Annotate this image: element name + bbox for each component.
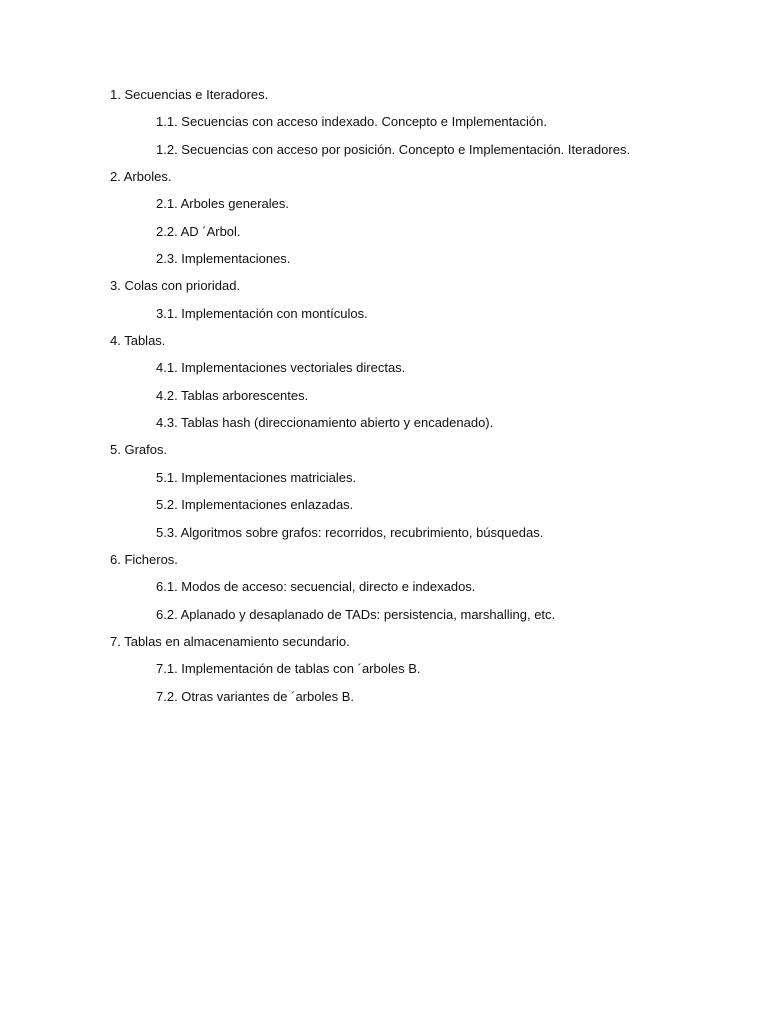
section-heading: 3. Colas con prioridad. — [110, 278, 241, 294]
subsection-item: 1.1. Secuencias con acceso indexado. Concepto e Implementación. — [156, 114, 547, 130]
section-heading: 2. Arboles. — [110, 169, 172, 185]
section-heading: 1. Secuencias e Iteradores. — [110, 87, 269, 102]
subsection-item: 6.2. Aplanado y desaplanado de TADs: persistencia, marshalling, etc. — [156, 606, 556, 622]
subsection-item: 1.2. Secuencias con acceso por posición. Concepto e Implementación. Iteradores. — [156, 141, 631, 157]
subsection-item: 6.1. Modos de acceso: secuencial, directo e indexados. — [156, 579, 476, 595]
section-heading: 5. Grafos. — [110, 442, 168, 458]
subsection-item: 2.2. AD ´Arbol. — [156, 223, 241, 239]
subsection-item: 7.1. Implementación de tablas con ´arboles B. — [156, 661, 421, 677]
section-heading: 4. Tablas. — [110, 333, 166, 349]
subsection-item: 3.1. Implementación con montículos. — [156, 305, 368, 321]
subsection-item: 4.2. Tablas arborescentes. — [156, 387, 309, 403]
subsection-item: 4.1. Implementaciones vectoriales directas. — [156, 360, 406, 376]
section-heading: 7. Tablas en almacenamiento secundario. — [110, 633, 350, 649]
subsection-item: 5.3. Algoritmos sobre grafos: recorridos, recubrimiento, búsquedas. — [156, 524, 544, 540]
subsection-item: 5.1. Implementaciones matriciales. — [156, 469, 357, 485]
subsection-item: 2.1. Arboles generales. — [156, 196, 289, 212]
subsection-item: 2.3. Implementaciones. — [156, 251, 291, 267]
subsection-item: 4.3. Tablas hash (direccionamiento abierto y encadenado). — [156, 415, 494, 431]
subsection-item: 7.2. Otras variantes de ´arboles B. — [156, 688, 354, 704]
subsection-item: 5.2. Implementaciones enlazadas. — [156, 497, 354, 513]
course-outline — [110, 86, 710, 715]
section-heading: 6. Ficheros. — [110, 551, 178, 567]
